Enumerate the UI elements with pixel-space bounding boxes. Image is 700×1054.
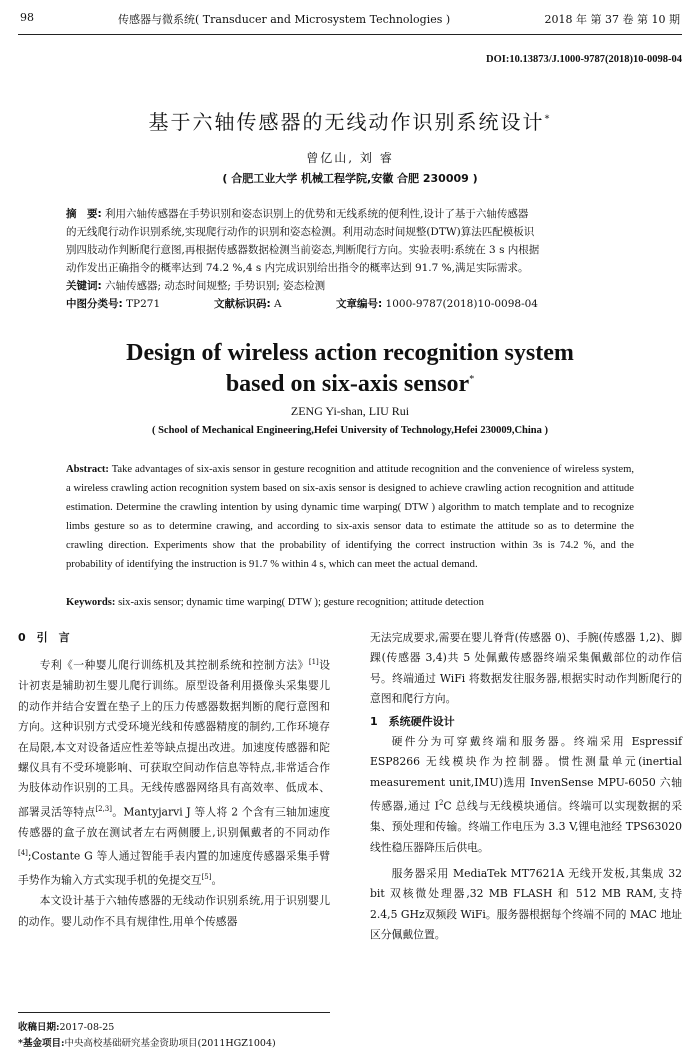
en-authors: ZENG Yi-shan, LIU Rui	[290, 404, 410, 418]
cn-title-text: 基于六轴传感器的无线动作识别系统设计	[148, 110, 545, 134]
text-run: 设计初衷是辅助初生婴儿爬行训练。原型设备利用摄像头采集婴儿的动作并结合安置在垫子上的压力传感器数据判断的爬行意图和方向。这种识别方式受环境光线和传感器精度的制约,工作环境存在局限,本文对设备适应性差等缺点提出改进。加速度传感器和陀螺仪具有不受环境影响、可获取空间动作信息等特点,非常适合作为肢体动作识别的工具。无线传感器网络具有高效率、低成本、部署灵活等特点	[18, 659, 331, 819]
cn-title	[0, 106, 700, 135]
fund-label: *基金项目:	[18, 1038, 65, 1049]
cn-abstract-line: 的无线爬行动作识别系统,实现爬行动作的识别和姿态检测。利用动态时间规整(DTW)算法匹配模板识	[66, 226, 535, 238]
intro-paragraph-1	[18, 652, 330, 891]
cn-keywords-label: 关键词:	[66, 280, 102, 292]
en-abstract-label: Abstract:	[66, 464, 109, 475]
received-value: 2017-08-25	[59, 1022, 115, 1033]
text-run: 专利《一种婴儿爬行训练机及其控制系统和控制方法》	[39, 659, 309, 672]
en-title-line2: based on six-axis sensor	[225, 371, 470, 397]
intro-paragraph-2: 本文设计基于六轴传感器的无线动作识别系统,用于识别婴儿的动作。婴儿动作不具有规律性,用单个传感器	[18, 894, 330, 928]
clc-value: TP271	[126, 298, 161, 310]
cn-abstract-label: 摘 要:	[66, 208, 102, 220]
cn-title-footnote-mark: *	[544, 113, 552, 125]
citation[interactable]: [2,3]	[95, 804, 112, 813]
text-run: C 总线与无线模块通信。终端可以实现数据的采集、预处理和传输。终端工作电压为 3.3 V,锂电池经 TPS63020 线性稳压器降压后供电。	[370, 799, 682, 854]
citation[interactable]: [1]	[308, 658, 319, 667]
cn-abstract-line: 利用六轴传感器在手势识别和姿态识别上的优势和无线系统的便利性,设计了基于六轴传感器	[105, 208, 529, 220]
cn-affiliation: ( 合肥工业大学 机械工程学院,安徽 合肥 230009 )	[222, 172, 478, 185]
text-run: 硬件分为可穿戴终端和服务器。终端采用 Espressif ESP8266 无线模块作为控制器。惯性测量单元(inertial measurement unit,IMU)选用 InvenSense MPU-6050 六轴传感器,通过 I	[370, 735, 682, 813]
en-abstract-text: Take advantages of six-axis sensor in gesture recognition and attitude recognition and the convenience of wireless system, a wireless crawling action recognition system based on six-axis sensor is designed to achieve crawling action recognition and attitude estimation. Determine the crawling intention by using dynamic time warping( DTW ) algorithm to match template and to recognize limbs gesture so as to determine crawing, and according to six-axis sensor data to estimate the attitude so as to determine the crawling direction. Experiments show that the probability of identifying the correct instruction within 3s is 74.2 %, and the probability of identifying the instruction is 91.7 % within 4 s, which can meet the actual demand.	[66, 464, 634, 570]
cn-keywords: 六轴传感器; 动态时间规整; 手势识别; 姿态检测	[105, 280, 326, 292]
section-1-heading: 1 系统硬件设计	[370, 714, 455, 728]
fund-value: 中央高校基础研究基金资助项目(2011HGZ1004)	[64, 1038, 276, 1049]
en-affiliation: ( School of Mechanical Engineering,Hefei University of Technology,Hefei 230009,China )	[151, 425, 549, 436]
hardware-paragraph-1	[370, 732, 682, 858]
header-divider	[18, 34, 682, 35]
clc-label: 中图分类号:	[66, 298, 123, 310]
text-run: ;Costante G 等人通过智能手表内置的加速度传感器采集手臂手势作为输入方式实现手机的免提交互	[18, 849, 330, 887]
article-no-value: 1000-9787(2018)10-0098-04	[385, 298, 538, 310]
en-keywords-row	[66, 593, 634, 612]
citation[interactable]: [5]	[201, 873, 212, 882]
doc-code-label: 文献标识码:	[214, 298, 271, 310]
en-title-line2-wrap	[0, 371, 700, 398]
doc-code-value: A	[274, 298, 282, 310]
doi: DOI:10.13873/J.1000-9787(2018)10-0098-04	[486, 54, 682, 65]
intro-continuation: 无法完成要求,需要在婴儿脊背(传感器 0)、手腕(传感器 1,2)、脚踝(传感器 3,4)共 5 处佩戴传感器终端采集佩戴部位的动作信号。终端通过 WiFi 将数据发往服务器,根据实时动作判断爬行的意图和爬行方向。	[370, 631, 682, 706]
en-title-line1: Design of wireless action recognition system	[126, 340, 574, 366]
right-column	[370, 628, 682, 946]
cn-authors: 曾亿山, 刘 睿	[306, 151, 394, 165]
left-column	[18, 628, 330, 932]
received-date	[18, 1019, 114, 1033]
cn-abstract-line: 动作发出正确指令的概率达到 74.2 %,4 s 内完成识别给出指令的概率达到 91.7 %,满足实际需求。	[66, 262, 529, 274]
journal-name: 传感器与微系统( Transducer and Microsystem Technologies )	[118, 13, 451, 26]
page-number: 98	[20, 11, 34, 24]
en-keywords-label: Keywords:	[66, 597, 116, 608]
section-0-heading: 0 引 言	[18, 631, 70, 644]
cn-abstract	[66, 205, 644, 313]
text-run: 。	[211, 873, 223, 887]
en-title-footnote-mark: *	[469, 374, 475, 385]
citation[interactable]: [4]	[18, 849, 28, 858]
footnote-divider	[18, 1012, 330, 1013]
superscript: 2	[438, 799, 444, 808]
en-keywords: six-axis sensor; dynamic time warping( DTW ); gesture recognition; attitude detection	[118, 597, 484, 608]
article-no-label: 文章编号:	[336, 298, 383, 310]
cn-abstract-line: 别四肢动作判断爬行意图,再根据传感器数据检测当前姿态,判断爬行方向。实验表明:系统在 3 s 内根据	[66, 244, 540, 256]
issue-info: 2018 年 第 37 卷 第 10 期	[544, 13, 680, 26]
hardware-paragraph-2: 服务器采用 MediaTek MT7621A 无线开发板,其集成 32 bit 双核微处理器,32 MB FLASH 和 512 MB RAM,支持 2.4,5 GHz双频段 WiFi。服务器根据每个终端不同的 MAC 地址区分佩戴位置。	[370, 867, 682, 942]
received-label: 收稿日期:	[18, 1022, 60, 1033]
text-run: 。Mantyjarvi J 等人将 2 个含有三轴加速度传感器的盒子放在测试者左右两侧腰上,识别佩戴者的不同动作	[18, 805, 331, 839]
en-abstract	[66, 460, 634, 574]
fund-note	[18, 1035, 276, 1049]
